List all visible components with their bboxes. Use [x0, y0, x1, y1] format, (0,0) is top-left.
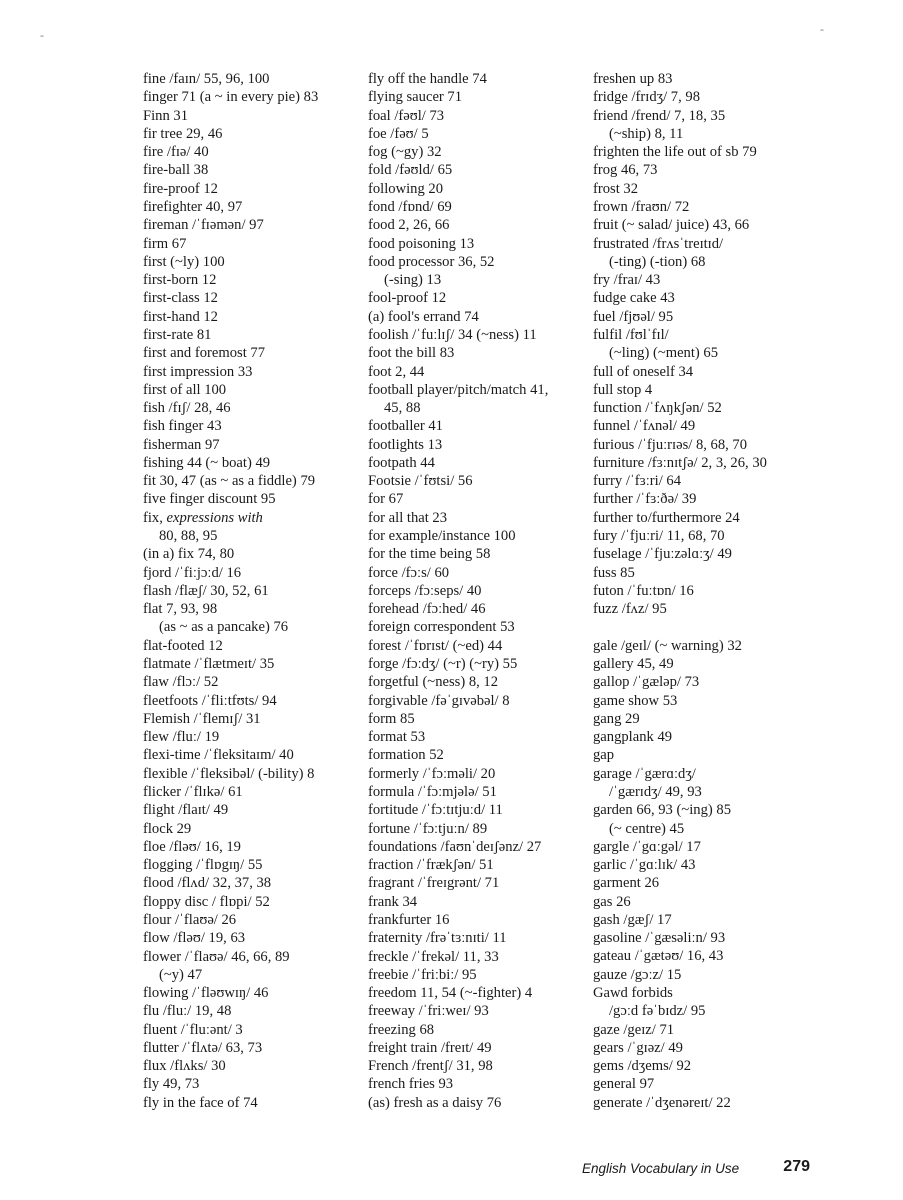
scan-mark-right: - — [820, 22, 824, 36]
index-entry: fine /faɪn/ 55, 96, 100 — [143, 71, 270, 87]
index-entry: first (~ly) 100 — [143, 253, 225, 270]
index-entry: full of oneself 34 — [593, 363, 694, 380]
index-entry: for 67 — [368, 491, 404, 508]
index-entry: foe /fəʊ/ 5 — [368, 125, 429, 142]
index-entry: gang 29 — [593, 710, 640, 727]
index-entry: gale /geɪl/ (~ warning) 32 — [593, 637, 742, 654]
index-entry: flying saucer 71 — [368, 89, 463, 106]
index-column-2 — [368, 70, 588, 1112]
index-entry: flew /fluː/ 19 — [143, 729, 220, 746]
index-entry: fire-proof 12 — [143, 180, 218, 197]
index-entry: form 85 — [368, 710, 415, 727]
index-entry: flexi-time /ˈfleksitaɪm/ 40 — [143, 747, 294, 764]
index-entry: friend /frend/ 7, 18, 35 — [593, 107, 726, 124]
index-entry: first-rate 81 — [143, 326, 212, 343]
index-entry: gaze /geɪz/ 71 — [593, 1021, 675, 1038]
index-entry: (in a) fix 74, 80 — [143, 546, 235, 563]
index-entry: freeway /ˈfriːweɪ/ 93 — [368, 1003, 489, 1020]
index-entry: foot the bill 83 — [368, 345, 455, 362]
index-entry: forceps /fɔːseps/ 40 — [368, 582, 482, 599]
index-entry: general 97 — [593, 1076, 655, 1093]
index-entry: footballer 41 — [368, 418, 443, 435]
index-entry: flight /flaɪt/ 49 — [143, 802, 229, 819]
index-entry: flat-footed 12 — [143, 637, 223, 654]
index-entry: fudge cake 43 — [593, 290, 675, 307]
scan-mark-left: - — [40, 28, 44, 42]
index-entry: fly 49, 73 — [143, 1076, 200, 1093]
index-entry: fuzz /fʌz/ 95 — [593, 601, 667, 618]
index-entry: garden 66, 93 (~ing) 85 — [593, 802, 731, 819]
index-entry: gargle /ˈgɑːgəl/ 17 — [593, 838, 701, 855]
index-entry: function /ˈfʌŋkʃən/ 52 — [593, 400, 722, 417]
index-entry: game show 53 — [593, 692, 678, 709]
index-entry: fir tree 29, 46 — [143, 125, 223, 142]
index-entry: first-born 12 — [143, 272, 217, 289]
index-entry: foundations /faʊnˈdeɪʃənz/ 27 — [368, 838, 542, 855]
index-entry: foot 2, 44 — [368, 363, 425, 380]
index-entry: fool-proof 12 — [368, 290, 447, 307]
index-entry: fraction /ˈfrækʃən/ 51 — [368, 857, 494, 874]
index-entry: furious /ˈfjuːrɪəs/ 8, 68, 70 — [593, 436, 748, 453]
index-entry: foolish /ˈfuːlɪʃ/ 34 (~ness) 11 — [368, 326, 537, 343]
index-entry: flowing /ˈfləʊwɪŋ/ 46 — [143, 985, 269, 1002]
index-entry: (as) fresh as a daisy 76 — [368, 1094, 502, 1111]
index-entry: Gawd forbids — [593, 985, 673, 1002]
index-entry: gems /dʒems/ 92 — [593, 1058, 692, 1075]
index-entry: freight train /freɪt/ 49 — [368, 1039, 492, 1056]
index-entry: first-class 12 — [143, 290, 218, 307]
index-entry: firm 67 — [143, 235, 187, 252]
index-entry: Finn 31 — [143, 107, 189, 124]
index-entry: garage /ˈgærɑːdʒ/ — [593, 765, 696, 782]
index-entry: fortitude /ˈfɔːtɪtjuːd/ 11 — [368, 802, 503, 819]
index-entry: floppy disc / flɒpi/ 52 — [143, 893, 270, 910]
index-entry: fridge /frɪdʒ/ 7, 98 — [593, 89, 700, 106]
page-number: 279 — [783, 1158, 810, 1175]
index-entry: first impression 33 — [143, 363, 253, 380]
index-entry: flicker /ˈflɪkə/ 61 — [143, 783, 243, 800]
index-column-1 — [143, 70, 358, 1112]
index-entry: (-ting) (-tion) 68 — [609, 253, 706, 270]
index-entry: 80, 88, 95 — [159, 528, 218, 545]
index-entry: (as ~ as a pancake) 76 — [159, 619, 289, 636]
index-entry: freckle /ˈfrekəl/ 11, 33 — [368, 948, 499, 965]
index-entry: frankfurter 16 — [368, 911, 450, 928]
index-entry: furniture /fɜːnɪtʃə/ 2, 3, 26, 30 — [593, 454, 767, 471]
index-entry: frown /fraʊn/ 72 — [593, 198, 690, 215]
index-entry: fruit (~ salad/ juice) 43, 66 — [593, 217, 750, 234]
index-entry: fuss 85 — [593, 564, 635, 581]
index-entry: /gɔːd fəˈbɪdz/ 95 — [609, 1003, 706, 1020]
index-entry: frighten the life out of sb 79 — [593, 144, 757, 161]
index-entry: floe /fləʊ/ 16, 19 — [143, 838, 241, 855]
index-entry: Flemish /ˈflemɪʃ/ 31 — [143, 710, 261, 727]
index-entry: food poisoning 13 — [368, 235, 475, 252]
index-entry: fog (~gy) 32 — [368, 144, 442, 161]
index-entry: forgetful (~ness) 8, 12 — [368, 674, 499, 691]
index-entry: five finger discount 95 — [143, 491, 276, 508]
index-entry: fjord /ˈfiːjɔːd/ 16 — [143, 564, 242, 581]
index-entry: furry /ˈfɜːri/ 64 — [593, 473, 681, 490]
index-entry: gasoline /ˈgæsəliːn/ 93 — [593, 930, 726, 947]
index-entry: fuel /fjʊəl/ 95 — [593, 308, 674, 325]
index-entry: flu /fluː/ 19, 48 — [143, 1003, 232, 1020]
index-entry: footpath 44 — [368, 454, 435, 471]
index-entry: flutter /ˈflʌtə/ 63, 73 — [143, 1039, 263, 1056]
book-title: English Vocabulary in Use — [582, 1161, 740, 1176]
index-entry: generate /ˈdʒenəreɪt/ 22 — [593, 1094, 731, 1111]
index-entry: forehead /fɔːhed/ 46 — [368, 601, 486, 618]
index-entry: 45, 88 — [384, 400, 421, 417]
index-entry: flexible /ˈfleksibəl/ (-bility) 8 — [143, 765, 315, 782]
index-entry: fortune /ˈfɔːtjuːn/ 89 — [368, 820, 488, 837]
index-entry: flood /flʌd/ 32, 37, 38 — [143, 875, 272, 892]
index-entry: freebie /ˈfriːbiː/ 95 — [368, 966, 477, 983]
index-entry: fireman /ˈfɪəmən/ 97 — [143, 217, 264, 234]
index-entry: fix, expressions with — [143, 509, 263, 526]
index-entry: for all that 23 — [368, 509, 448, 526]
index-entry: first of all 100 — [143, 381, 227, 398]
index-entry: (~ centre) 45 — [609, 820, 685, 837]
index-entry: fly in the face of 74 — [143, 1094, 258, 1111]
index-entry: fire /fɪə/ 40 — [143, 144, 209, 161]
index-entry: fluent /ˈfluːənt/ 3 — [143, 1021, 243, 1038]
index-entry: gears /ˈgɪəz/ 49 — [593, 1039, 683, 1056]
index-entry: fond /fɒnd/ 69 — [368, 198, 452, 215]
index-entry: gauze /gɔːz/ 15 — [593, 966, 682, 983]
index-entry: flogging /ˈflɒgɪŋ/ 55 — [143, 857, 263, 874]
index-entry: fishing 44 (~ boat) 49 — [143, 454, 271, 471]
index-entry: fly off the handle 74 — [368, 71, 487, 87]
index-column-3 — [593, 70, 833, 1112]
index-entry: fit 30, 47 (as ~ as a fiddle) 79 — [143, 473, 316, 490]
index-entry: garlic /ˈgɑːlɪk/ 43 — [593, 857, 696, 874]
index-entry: /ˈgærɪdʒ/ 49, 93 — [609, 783, 702, 800]
index-entry: flock 29 — [143, 820, 192, 837]
index-entry: forest /ˈfɒrɪst/ (~ed) 44 — [368, 637, 503, 654]
index-entry: full stop 4 — [593, 381, 653, 398]
index-entry: gateau /ˈgætəʊ/ 16, 43 — [593, 948, 724, 965]
index-entry: forgivable /fəˈgɪvəbəl/ 8 — [368, 692, 510, 709]
index-entry: frustrated /frʌsˈtreɪtɪd/ — [593, 235, 724, 252]
index-entry: french fries 93 — [368, 1076, 454, 1093]
index-entry: flatmate /ˈflætmeɪt/ 35 — [143, 656, 275, 672]
index-entry: fleetfoots /ˈfliːtfʊts/ 94 — [143, 692, 277, 709]
page-footer — [582, 1158, 810, 1180]
index-entry: (~ship) 8, 11 — [609, 125, 684, 142]
index-entry: gap — [593, 747, 615, 764]
index-entry: fisherman 97 — [143, 436, 220, 453]
index-entry: fold /fəʊld/ 65 — [368, 162, 453, 179]
index-entry: flash /flæʃ/ 30, 52, 61 — [143, 582, 269, 599]
index-gap — [593, 618, 833, 636]
index-entry: finger 71 (a ~ in every pie) 83 — [143, 89, 319, 106]
index-entry: gash /gæʃ/ 17 — [593, 911, 672, 928]
index-entry: following 20 — [368, 180, 443, 197]
index-entry: freezing 68 — [368, 1021, 435, 1038]
index-entry: for example/instance 100 — [368, 528, 516, 545]
index-entry: fish finger 43 — [143, 418, 222, 435]
index-entry: food 2, 26, 66 — [368, 217, 450, 234]
index-entry: flux /flʌks/ 30 — [143, 1058, 226, 1075]
index-entry: (~y) 47 — [159, 966, 203, 983]
index-entry: flour /ˈflaʊə/ 26 — [143, 911, 237, 928]
index-entry: fish /fɪʃ/ 28, 46 — [143, 400, 231, 417]
index-entry: first-hand 12 — [143, 308, 218, 325]
index-entry: foreign correspondent 53 — [368, 619, 515, 636]
index-entry: flower /ˈflaʊə/ 46, 66, 89 — [143, 948, 290, 965]
index-entry: freedom 11, 54 (~-fighter) 4 — [368, 985, 533, 1002]
index-entry: frost 32 — [593, 180, 638, 197]
index-entry: forge /fɔːdʒ/ (~r) (~ry) 55 — [368, 656, 518, 672]
index-entry: fry /fraɪ/ 43 — [593, 272, 661, 289]
index-entry: footlights 13 — [368, 436, 443, 453]
index-entry: food processor 36, 52 — [368, 253, 495, 270]
index-entry: freshen up 83 — [593, 71, 673, 87]
index-entry: Footsie /ˈfʊtsi/ 56 — [368, 473, 473, 490]
index-entry: further /ˈfɜːðə/ 39 — [593, 491, 697, 508]
index-entry: foal /fəʊl/ 73 — [368, 107, 445, 124]
index-entry: funnel /ˈfʌnəl/ 49 — [593, 418, 696, 435]
index-entry: formerly /ˈfɔːməli/ 20 — [368, 765, 496, 782]
index-entry: futon /ˈfuːtɒn/ 16 — [593, 582, 694, 599]
index-entry: fraternity /frəˈtɜːnɪti/ 11 — [368, 930, 507, 947]
index-entry: frog 46, 73 — [593, 162, 658, 179]
index-entry: flat 7, 93, 98 — [143, 601, 218, 618]
index-entry: (-sing) 13 — [384, 272, 442, 289]
index-entry: gas 26 — [593, 893, 631, 910]
index-entry: fragrant /ˈfreɪgrənt/ 71 — [368, 875, 500, 892]
index-entry: force /fɔːs/ 60 — [368, 564, 450, 581]
index-entry: fire-ball 38 — [143, 162, 209, 179]
index-entry: gangplank 49 — [593, 729, 673, 746]
index-entry: format 53 — [368, 729, 426, 746]
index-entry: frank 34 — [368, 893, 418, 910]
index-entry: football player/pitch/match 41, — [368, 381, 549, 398]
index-entry: flaw /flɔː/ 52 — [143, 674, 219, 691]
index-entry: garment 26 — [593, 875, 660, 892]
index-entry: further to/furthermore 24 — [593, 509, 740, 526]
index-entry: for the time being 58 — [368, 546, 491, 563]
index-entry: firefighter 40, 97 — [143, 198, 243, 215]
index-entry: first and foremost 77 — [143, 345, 265, 362]
index-entry: formula /ˈfɔːmjələ/ 51 — [368, 783, 497, 800]
index-entry: (a) fool's errand 74 — [368, 308, 479, 325]
index-entry: flow /fləʊ/ 19, 63 — [143, 930, 246, 947]
index-entry: (~ling) (~ment) 65 — [609, 345, 719, 362]
index-entry: French /frentʃ/ 31, 98 — [368, 1058, 493, 1075]
index-entry: formation 52 — [368, 747, 444, 764]
index-entry: gallery 45, 49 — [593, 655, 674, 672]
index-entry: fulfil /fʊlˈfɪl/ — [593, 326, 669, 343]
index-entry: fuselage /ˈfjuːzəlɑːʒ/ 49 — [593, 546, 732, 563]
index-entry: fury /ˈfjuːri/ 11, 68, 70 — [593, 528, 725, 545]
index-entry: gallop /ˈgæləp/ 73 — [593, 674, 700, 691]
